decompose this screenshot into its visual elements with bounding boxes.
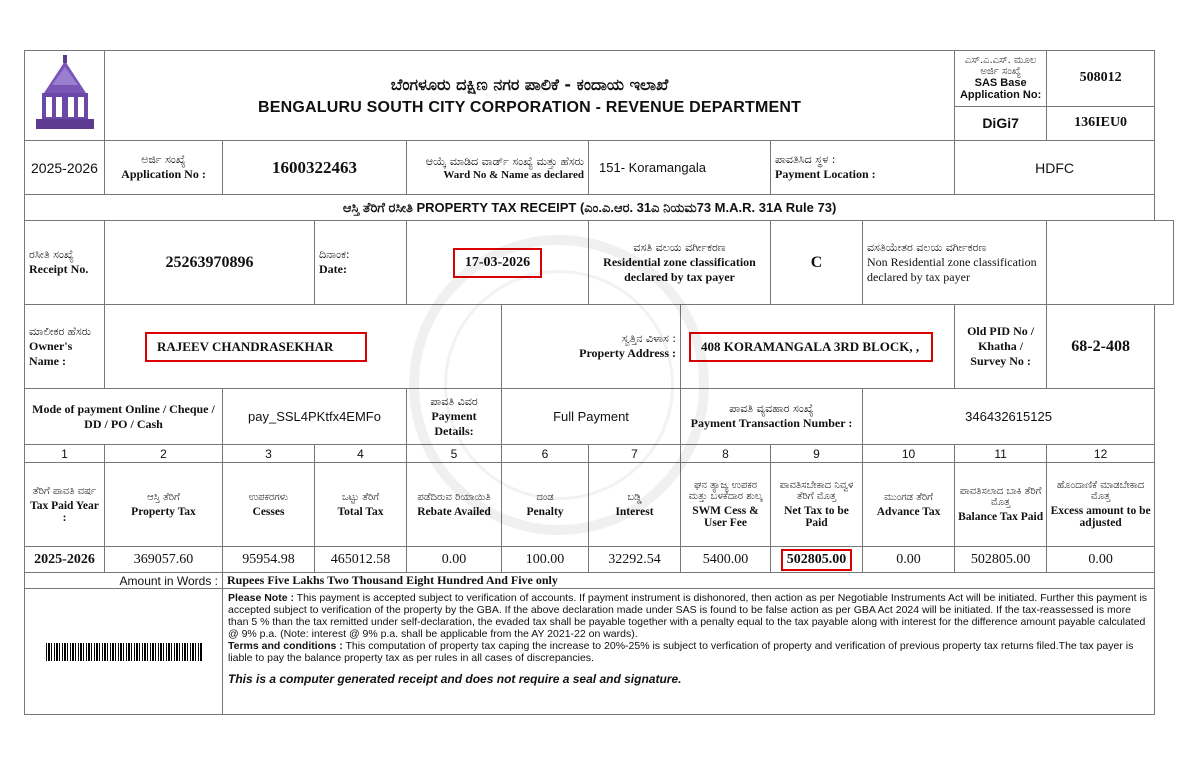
- column-header-english: Advance Tax: [876, 505, 941, 518]
- property-address: 408 KORAMANGALA 3RD BLOCK, ,: [689, 332, 933, 362]
- owner-label-kannada: ಮಾಲೀಕರ ಹೆಸರು: [29, 324, 92, 338]
- tax-value: 0.00: [863, 547, 955, 573]
- old-pid-value: 68-2-408: [1047, 305, 1155, 389]
- receipt-number: 25263970896: [105, 221, 315, 305]
- column-header-english: Interest: [615, 505, 654, 518]
- residential-zone-value: C: [771, 221, 863, 305]
- column-header-kannada: ಪಾವತಿಸಲಾದ ಬಾಕಿ ತೆರಿಗೆ ಮೊತ್ತ: [959, 486, 1042, 508]
- payment-details-label: [407, 389, 502, 445]
- payment-location-label-english: Payment Location :: [775, 167, 876, 181]
- column-header-english: Net Tax to be Paid: [784, 505, 849, 529]
- column-header: [223, 463, 315, 547]
- column-number: 8: [681, 445, 771, 463]
- column-number: 10: [863, 445, 955, 463]
- date-label: [315, 221, 407, 305]
- sas-value: 508012: [1047, 51, 1155, 107]
- column-header-kannada: ಒಟ್ಟು ತೆರಿಗೆ: [341, 491, 380, 503]
- column-header-english: Property Tax: [131, 505, 196, 518]
- column-header: [1047, 463, 1155, 547]
- terms-label: Terms and conditions :: [228, 640, 343, 652]
- transaction-number-value: 346432615125: [863, 389, 1155, 445]
- digi-label: DiGi7: [955, 106, 1047, 140]
- application-label: [105, 141, 223, 195]
- column-header-english: Rebate Availed: [417, 505, 491, 518]
- column-number: 5: [407, 445, 502, 463]
- application-label-kannada: ಅರ್ಜಿ ಸಂಖ್ಯೆ: [141, 153, 186, 166]
- receipt-no-label-english: Receipt No.: [29, 262, 89, 276]
- date-cell: [407, 221, 589, 305]
- digi-value: 136IEU0: [1047, 106, 1155, 140]
- column-header: [502, 463, 589, 547]
- tax-value: 502805.00: [955, 547, 1047, 573]
- header-title-cell: [105, 51, 955, 141]
- column-number: 1: [25, 445, 105, 463]
- column-header-english: Balance Tax Paid: [958, 511, 1044, 523]
- application-year: 2025-2026: [25, 141, 105, 195]
- receipt-page: [24, 50, 1176, 730]
- column-number: 11: [955, 445, 1047, 463]
- column-header-kannada: ದಂಡ: [536, 491, 554, 503]
- column-header-english: Cesses: [252, 505, 285, 518]
- sas-label-cell: [955, 51, 1047, 107]
- net-tax-cell: [771, 547, 863, 573]
- receipt-no-label: [25, 221, 105, 305]
- column-header-kannada: ಉಪಕರಗಳು: [248, 491, 289, 503]
- ward-value: 151- Koramangala: [589, 141, 771, 195]
- owner-label: [25, 305, 105, 389]
- column-header-english: Penalty: [526, 505, 564, 518]
- please-note: [228, 592, 1149, 640]
- tax-value: 100.00: [502, 547, 589, 573]
- column-header: [681, 463, 771, 547]
- ward-label: [407, 141, 589, 195]
- tax-value: 5400.00: [681, 547, 771, 573]
- column-number-row: [25, 445, 1174, 463]
- column-header: [955, 463, 1047, 547]
- column-number: 3: [223, 445, 315, 463]
- non-residential-zone-value: [1047, 221, 1174, 305]
- date-label-english: Date:: [319, 262, 347, 276]
- column-header-kannada: ತೆರಿಗೆ ಪಾವತಿ ವರ್ಷ: [32, 485, 97, 497]
- terms-and-conditions: [228, 640, 1149, 664]
- column-header: [105, 463, 223, 547]
- please-note-text: This payment is accepted subject to verification of accounts. If payment instrument is dishonored, then action as per Negotiable Instruments Act will be initiated. Further this payment is accepted subject to verification of the property by the GBA. If the above declaration made under SAS is found to be false action as per GBA Act 2024 will be initiated. If the tax-reassessed is more than 5 % than the tax remitted under self-declaration, the evaded tax shall be payable together with a penalty equal to the tax payable along with interest for the difference amount payable calculated @ 9% p.a. (Note: interest @ 9% p.a. shall be applicable from the AY 2021-22 on wards).: [228, 592, 1148, 640]
- column-number: 2: [105, 445, 223, 463]
- column-header-kannada: ಆಸ್ತಿ ತೆರಿಗೆ: [147, 491, 180, 503]
- property-address-label-english: Property Address :: [579, 346, 676, 360]
- receipt-table: [24, 50, 1174, 715]
- ward-label-english: Ward No & Name as declared: [443, 168, 584, 181]
- column-number: 7: [589, 445, 681, 463]
- column-header-kannada: ಘನ ತ್ಯಾಜ್ಯ ಉಪಕರ ಮತ್ತು ಬಳಕೆದಾರ ಶುಲ್ಕ: [688, 480, 763, 502]
- receipt-title: ಆಸ್ತಿ ತೆರಿಗೆ ರಸೀತಿ PROPERTY TAX RECEIPT (ಎಂ.ಎ.ಆರ. 31ಎ ನಿಯಮ73 M.A.R. 31A Rule 73): [25, 195, 1155, 221]
- column-number: 12: [1047, 445, 1155, 463]
- column-number: 6: [502, 445, 589, 463]
- tax-value: 0.00: [407, 547, 502, 573]
- date-label-kannada: ದಿನಾಂಕ:: [319, 248, 350, 261]
- residential-zone-label-english: Residential zone classification declared by tax payer: [603, 254, 756, 284]
- column-header: [25, 463, 105, 547]
- header-title-kannada: ಬೆಂಗಳೂರು ದಕ್ಷಿಣ ನಗರ ಪಾಲಿಕೆ - ಕಂದಾಯ ಇಲಾಖೆ: [390, 74, 669, 94]
- column-header-english: Tax Paid Year :: [30, 499, 99, 524]
- payment-location-label-kannada: ಪಾವತಿಸಿದ ಸ್ಥಳ :: [775, 153, 836, 166]
- amount-in-words-value: Rupees Five Lakhs Two Thousand Eight Hundred And Five only: [223, 573, 1155, 589]
- column-header-row: [25, 463, 1174, 547]
- residential-zone-label: [589, 221, 771, 305]
- net-tax-value: 502805.00: [781, 549, 853, 571]
- barcode: [46, 643, 202, 661]
- please-note-label: Please Note :: [228, 592, 294, 604]
- notes-cell: [223, 589, 1155, 715]
- column-header: [589, 463, 681, 547]
- transaction-number-label-kannada: ಪಾವತಿ ವ್ಯವಹಾರ ಸಂಖ್ಯೆ: [729, 402, 814, 415]
- column-header-kannada: ಪಾವತಿಸಬೇಕಾದ ನಿವ್ವಳ ತೆರಿಗೆ ಮೊತ್ತ: [779, 480, 854, 502]
- column-header: [863, 463, 955, 547]
- column-header-english: SWM Cess & User Fee: [692, 505, 759, 529]
- column-header: [407, 463, 502, 547]
- sas-label-english: SAS Base Application No:: [959, 77, 1042, 102]
- column-header-kannada: ಬಡ್ಡಿ: [627, 491, 642, 503]
- column-header-english: Excess amount to be adjusted: [1050, 505, 1151, 529]
- payment-mode-label: Mode of payment Online / Cheque / DD / PO / Cash: [25, 389, 223, 445]
- non-residential-zone-label: [863, 221, 1047, 305]
- payment-details-label-kannada: ಪಾವತಿ ವಿವರ: [430, 394, 478, 408]
- column-header-kannada: ಹೊಂದಾಣಿಕೆ ಮಾಡಬೇಕಾದ ಮೊತ್ತ: [1056, 480, 1145, 502]
- receipt-no-label-kannada: ರಸೀತಿ ಸಂಖ್ಯೆ: [29, 248, 74, 261]
- sas-label-kannada: ಎಸ್.ಎ.ಎಸ್. ಮೂಲ ಅರ್ಜಿ ಸಂಖ್ಯೆ: [964, 55, 1037, 78]
- computer-generated-footer: This is a computer generated receipt and does not require a seal and signature.: [228, 672, 682, 686]
- transaction-number-label: [681, 389, 863, 445]
- tax-values-row: [25, 547, 1174, 573]
- payment-location-value: HDFC: [955, 141, 1155, 195]
- tax-value: 0.00: [1047, 547, 1155, 573]
- tax-value: 2025-2026: [25, 547, 105, 573]
- column-header-english: Total Tax: [337, 505, 384, 518]
- tax-value: 32292.54: [589, 547, 681, 573]
- payment-details-value: Full Payment: [502, 389, 681, 445]
- column-header: [771, 463, 863, 547]
- application-label-english: Application No :: [121, 167, 206, 181]
- payment-details-label-english: Payment Details:: [431, 408, 477, 438]
- owner-name-cell: [105, 305, 502, 389]
- non-residential-zone-label-kannada: ವಸತಿಯೇತರ ವಲಯ ವರ್ಗೀಕರಣ: [867, 240, 987, 254]
- owner-name: RAJEEV CHANDRASEKHAR: [145, 332, 367, 362]
- non-residential-zone-label-english: Non Residential zone classification declared by tax payer: [867, 254, 1037, 284]
- amount-in-words-label: Amount in Words :: [25, 573, 223, 589]
- residential-zone-label-kannada: ವಸತಿ ವಲಯ ವರ್ಗೀಕರಣ: [633, 240, 726, 254]
- header-title-english: BENGALURU SOUTH CITY CORPORATION - REVENUE DEPARTMENT: [258, 98, 802, 116]
- property-address-label: [502, 305, 681, 389]
- column-number: 4: [315, 445, 407, 463]
- receipt-date: 17-03-2026: [453, 248, 542, 278]
- property-address-label-kannada: ಸ್ವತ್ತಿನ ವಿಳಾಸ :: [621, 332, 676, 345]
- payment-mode-value: pay_SSL4PKtfx4EMFo: [223, 389, 407, 445]
- tax-value: 369057.60: [105, 547, 223, 573]
- terms-text: This computation of property tax caping the increase to 20%-25% is subject to verfication of property and verification of previous property tax returns filed.The tax payer is liable to pay the balance property tax as per rules in all cases of discrepancies.: [228, 640, 1134, 664]
- old-pid-label: Old PID No / Khatha / Survey No :: [955, 305, 1047, 389]
- payment-location-label: [771, 141, 955, 195]
- logo-cell: [25, 51, 105, 141]
- tax-value: 465012.58: [315, 547, 407, 573]
- column-header-kannada: ಪಡೆದಿರುವ ರಿಯಾಯಿತಿ: [417, 491, 491, 503]
- transaction-number-label-english: Payment Transaction Number :: [690, 416, 853, 430]
- corporation-logo: [32, 53, 98, 133]
- column-header: [315, 463, 407, 547]
- ward-label-kannada: ಆಯ್ಕೆ ಮಾಡಿದ ವಾರ್ಡ್ ಸಂಖ್ಯೆ ಮತ್ತು ಹೆಸರು: [425, 154, 584, 168]
- tax-value: 95954.98: [223, 547, 315, 573]
- owner-label-english: Owner's Name :: [29, 338, 73, 368]
- column-number: 9: [771, 445, 863, 463]
- property-address-cell: [681, 305, 955, 389]
- barcode-cell: [25, 589, 223, 715]
- application-number: 1600322463: [223, 141, 407, 195]
- column-header-kannada: ಮುಂಗಡ ತೆರಿಗೆ: [884, 491, 933, 503]
